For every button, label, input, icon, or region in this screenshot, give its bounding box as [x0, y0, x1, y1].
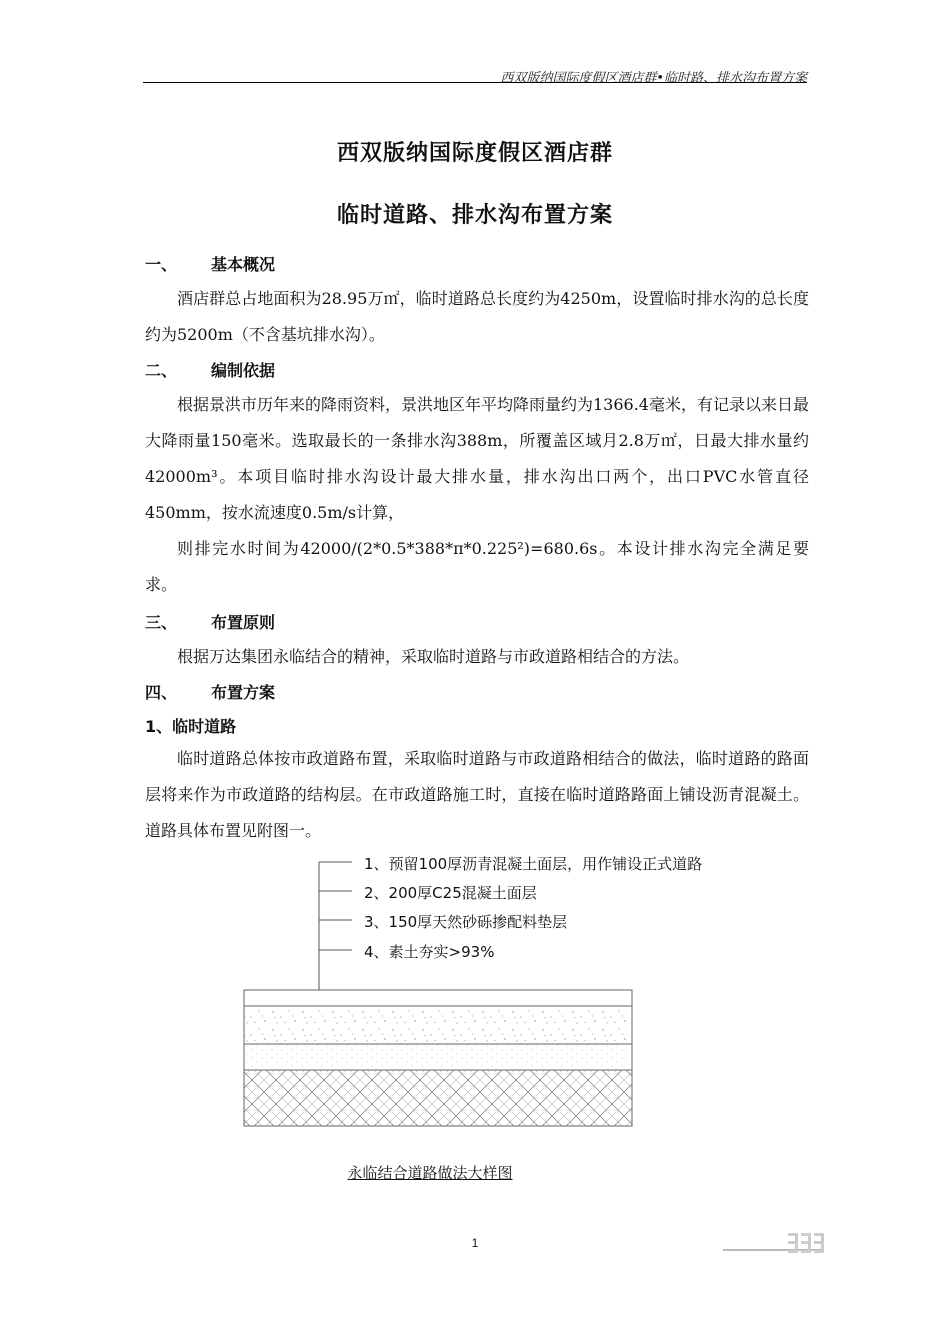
section-title: 布置方案	[211, 683, 276, 702]
layer-asphalt	[244, 990, 632, 1006]
section-title: 布置原则	[211, 613, 276, 632]
paragraph-overview: 酒店群总占地面积为28.95万㎡，临时道路总长度约为4250m，设置临时排水沟的总长度约为5200m（不含基坑排水沟）。	[145, 289, 809, 344]
diagram-caption: 永临结合道路做法大样图	[347, 1164, 513, 1182]
page-header: 西双版纳国际度假区酒店群•临时路、排水沟布置方案	[500, 71, 807, 86]
document-title: 西双版纳国际度假区酒店群	[336, 141, 613, 166]
subsection-number: 1、	[145, 717, 173, 736]
paragraph-basis: 根据景洪市历年来的降雨资料，景洪地区年平均降雨量约为1366.4毫米，有记录以来日最大降雨量150毫米。选取最长的一条排水沟388m，所覆盖区域月2.8万㎡，日最大排水量约42000m³。本项目临时排水沟设计最大排水量，排水沟出口两个，出口PVC水管直径450mm，按水流速度0.5m/s计算，	[145, 395, 809, 522]
page-number: 1	[471, 1236, 479, 1250]
paragraph-temporary-road: 临时道路总体按市政道路布置，采取临时道路与市政道路相结合的做法，临时道路的路面层将来作为市政道路的结构层。在市政道路施工时，直接在临时道路路面上铺设沥青混凝土。道路具体布置见附图一。	[145, 749, 809, 840]
section-title: 基本概况	[211, 255, 276, 274]
layer-gravel-base	[244, 1044, 632, 1070]
layer-label-4: 4、素土夯实>93%	[364, 943, 495, 961]
section-number: 二、	[145, 361, 178, 380]
section-number: 四、	[145, 683, 178, 702]
layer-label-2: 2、200厚C25混凝土面层	[364, 884, 537, 902]
document-subtitle: 临时道路、排水沟布置方案	[336, 203, 613, 228]
layer-concrete	[244, 1006, 632, 1044]
layer-label-1: 1、预留100厚沥青混凝土面层，用作铺设正式道路	[364, 855, 703, 873]
section-number: 三、	[145, 613, 178, 632]
subsection-title: 临时道路	[172, 717, 237, 736]
paragraph-calculation: 则排完水时间为42000/(2*0.5*388*π*0.225²)=680.6s。本设计排水沟完全满足要求。	[145, 539, 809, 594]
section-title: 编制依据	[211, 361, 276, 380]
section-number: 一、	[145, 255, 178, 274]
layer-compacted-soil	[244, 1070, 632, 1126]
layer-label-3: 3、150厚天然砂砾掺配料垫层	[364, 913, 568, 931]
paragraph-principle: 根据万达集团永临结合的精神，采取临时道路与市政道路相结合的方法。	[177, 647, 690, 666]
